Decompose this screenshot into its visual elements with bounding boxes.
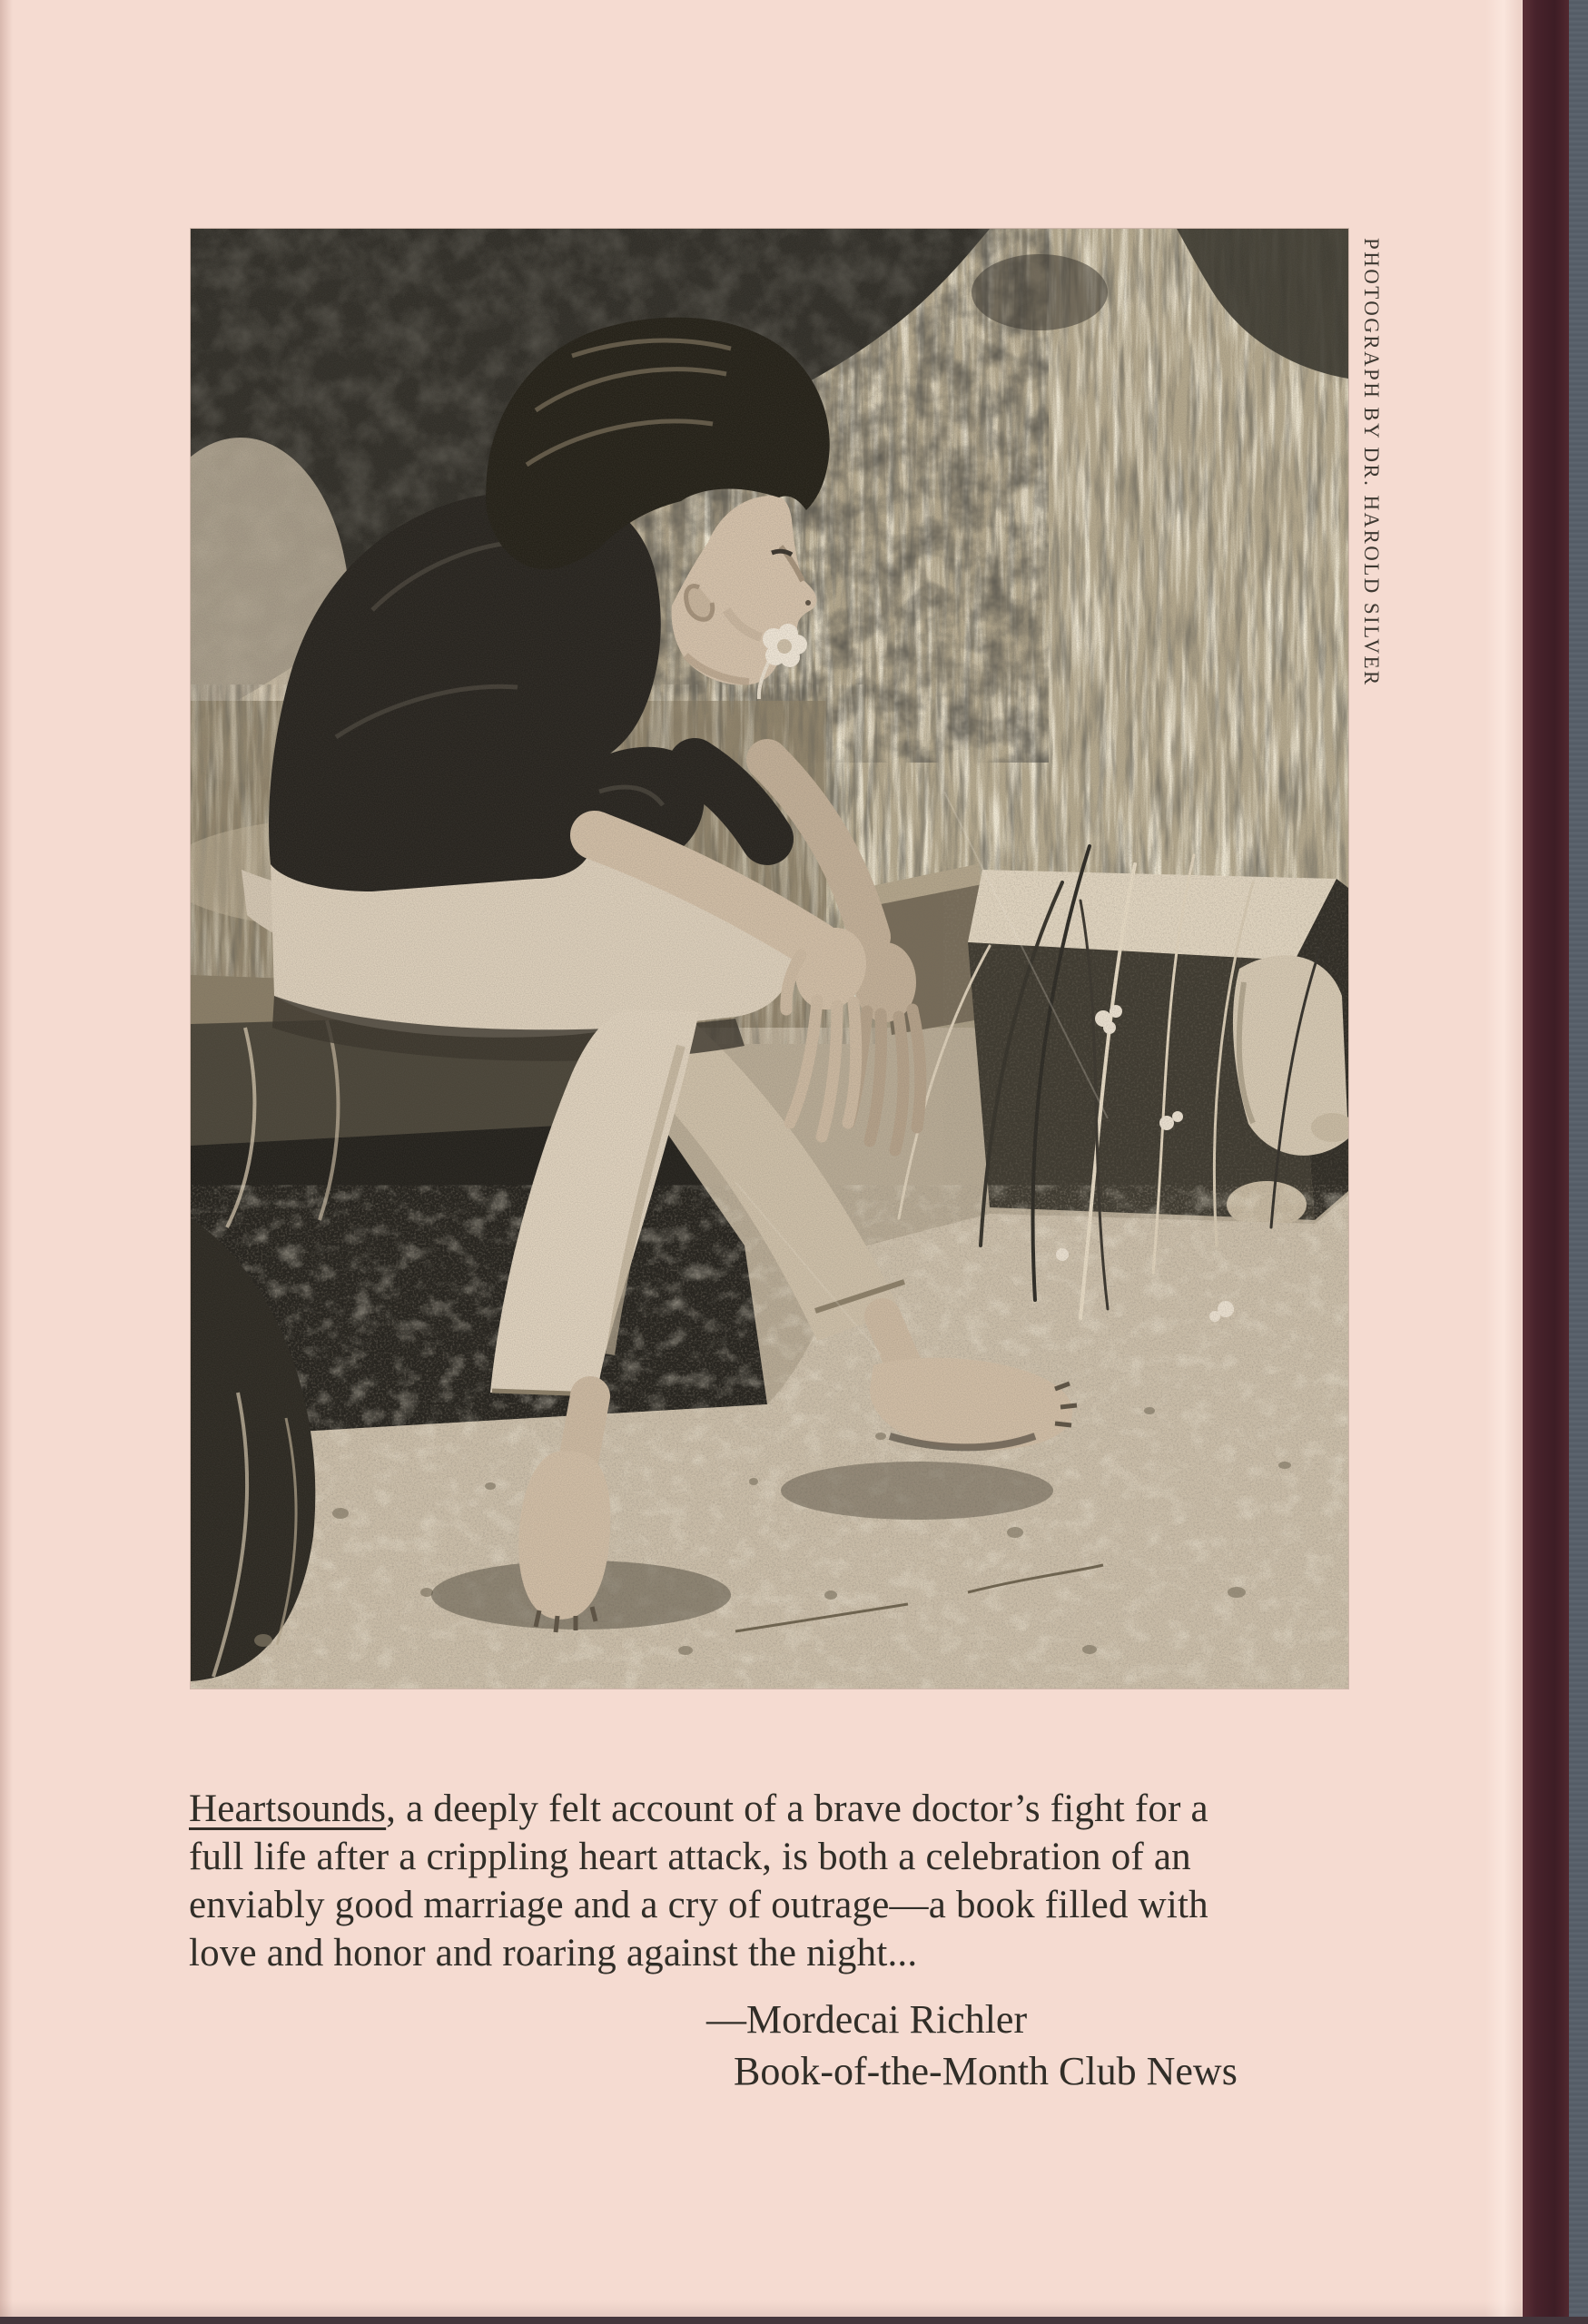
quote-line-3: enviably good marriage and a cry of outrage—a book filled with [189,1884,1208,1926]
quote-line-2: full life after a crippling heart attack, is both a celebration of an [189,1836,1191,1878]
quote-attribution [706,1994,1238,2097]
quote-line-4: love and honor and roaring against the night... [189,1932,918,1974]
attribution-name: —Mordecai Richler [706,1997,1028,2042]
book-title: Heartsounds [189,1787,387,1830]
book-board-edge [1569,0,1588,2324]
book-bottom-edge [0,2317,1588,2324]
jacket-crease [1485,0,1522,2324]
cover-photograph-art [191,229,1348,1689]
review-quote [189,1785,1396,1977]
quote-line-1-rest: , a deeply felt account of a brave doctor’s fight for a [386,1787,1208,1830]
quote-line-1 [189,1785,1396,1833]
photo-grain [191,229,1348,1689]
cover-photograph [191,229,1348,1689]
attribution-source: Book-of-the-Month Club News [734,2049,1238,2093]
photo-credit: PHOTOGRAPH BY DR. HAROLD SILVER [1360,238,1383,687]
jacket-spine-edge [1523,0,1569,2324]
